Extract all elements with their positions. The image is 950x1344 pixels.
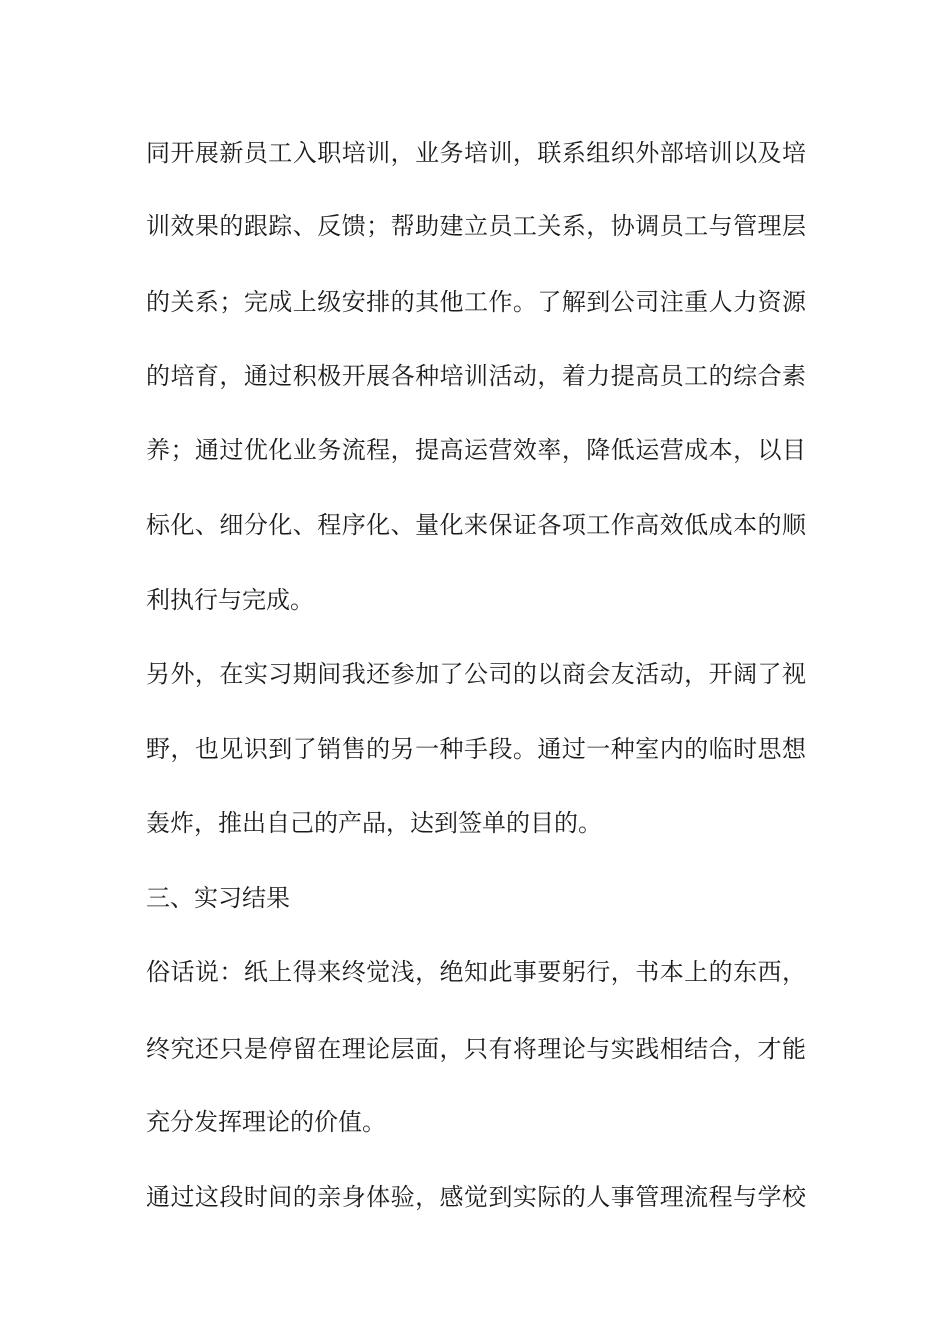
- text-line: 标化、细分化、程序化、量化来保证各项工作高效低成本的顺: [146, 511, 806, 539]
- text-line: 终究还只是停留在理论层面，只有将理论与实践相结合，才能: [146, 1035, 806, 1063]
- text-line: 的培育，通过积极开展各种培训活动，着力提高员工的综合素: [146, 362, 806, 390]
- text-line: 的关系；完成上级安排的其他工作。了解到公司注重人力资源: [146, 288, 806, 316]
- text-line: 养；通过优化业务流程，提高运营效率，降低运营成本，以目: [146, 436, 806, 464]
- text-line: 另外，在实习期间我还参加了公司的以商会友活动，开阔了视: [146, 660, 806, 688]
- text-line: 野，也见识到了销售的另一种手段。通过一种室内的临时思想: [146, 735, 806, 763]
- text-line: 通过这段时间的亲身体验，感觉到实际的人事管理流程与学校: [146, 1183, 806, 1211]
- section-heading: 三、实习结果: [146, 884, 290, 912]
- text-line: 充分发挥理论的价值。: [146, 1108, 386, 1136]
- text-line: 轰炸，推出自己的产品，达到签单的目的。: [146, 809, 602, 837]
- text-line: 同开展新员工入职培训，业务培训，联系组织外部培训以及培: [146, 139, 806, 167]
- text-line: 俗话说：纸上得来终觉浅，绝知此事要躬行，书本上的东西，: [146, 958, 806, 986]
- text-line: 利执行与完成。: [146, 586, 314, 614]
- text-line: 训效果的跟踪、反馈；帮助建立员工关系，协调员工与管理层: [146, 212, 806, 240]
